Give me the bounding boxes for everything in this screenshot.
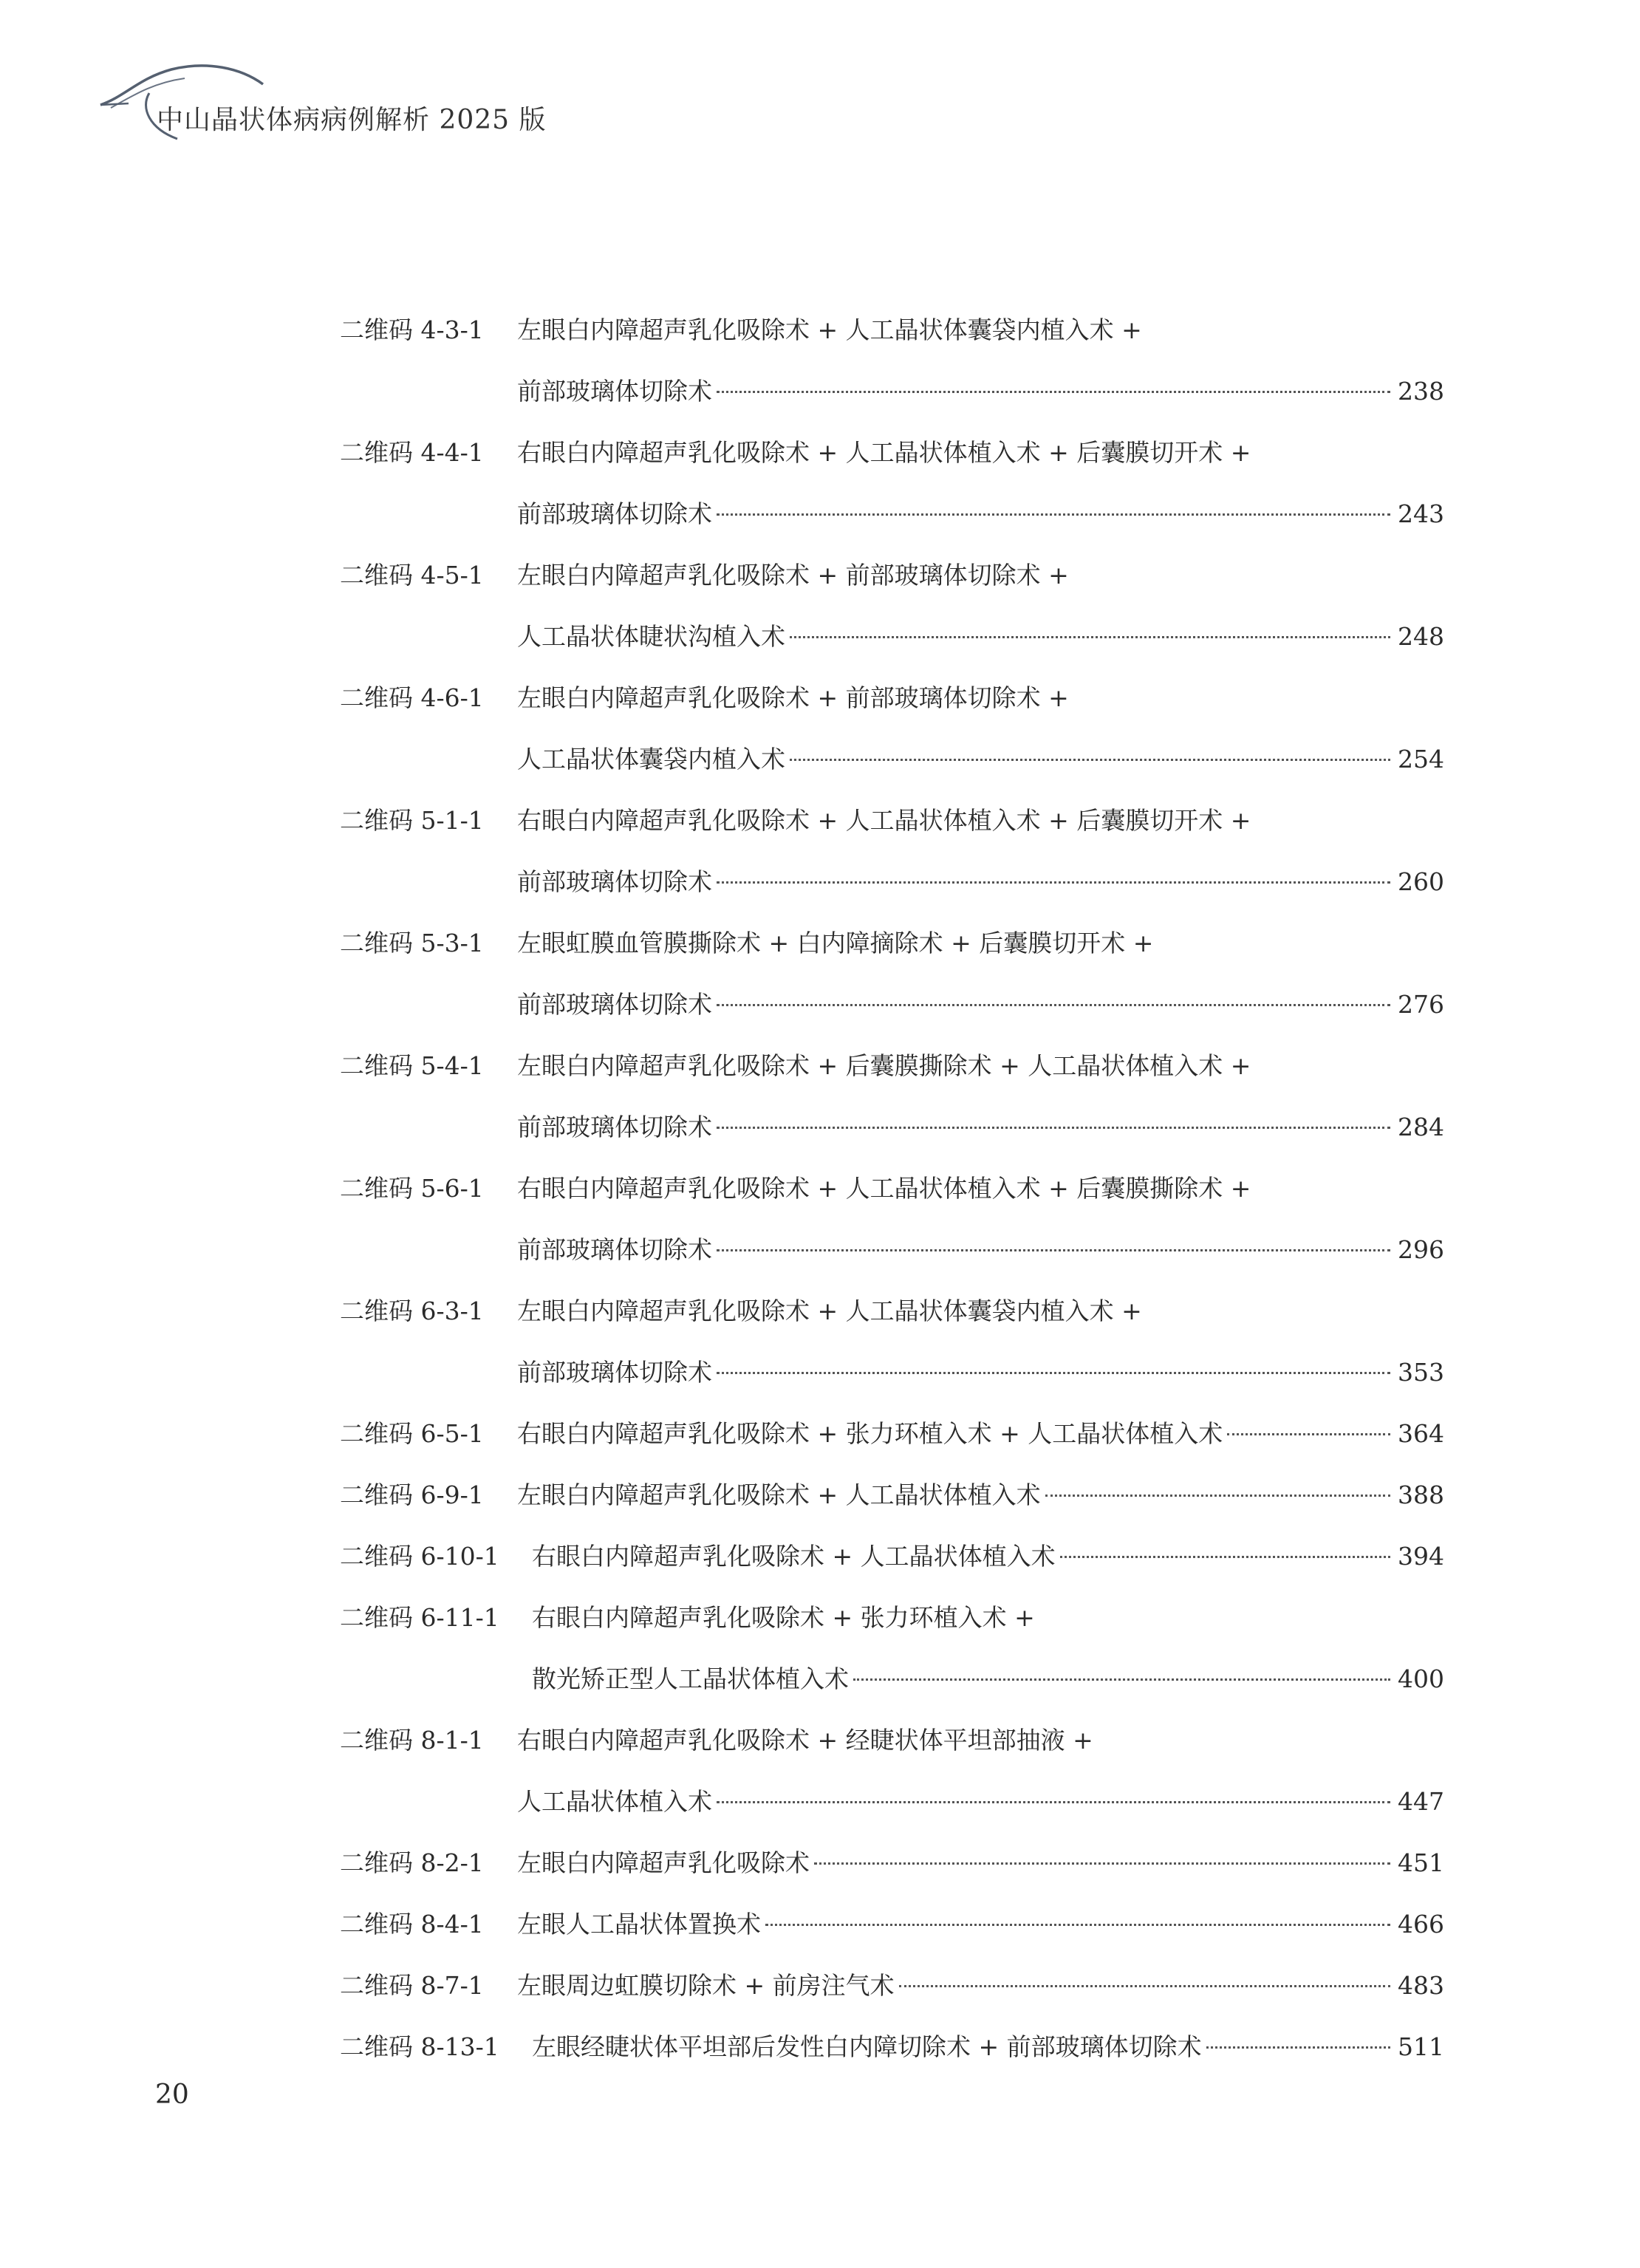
dot-leader: [790, 759, 1390, 761]
qr-code-label: 二维码 5-1-1: [340, 806, 484, 835]
qr-code-label: 二维码 5-3-1: [340, 929, 484, 957]
dot-leader: [717, 513, 1390, 516]
procedure-title: 散光矫正型人工晶状体植入术: [532, 1664, 849, 1693]
toc-page-number: 364: [1398, 1419, 1444, 1448]
toc-entry-line: [340, 1464, 1444, 1526]
procedure-title: 右眼白内障超声乳化吸除术 + 人工晶状体植入术: [532, 1542, 1056, 1571]
qr-code-label: 二维码 6-10-1: [340, 1542, 499, 1571]
toc-entry: [340, 2016, 1444, 2077]
procedure-title: 右眼白内障超声乳化吸除术 + 人工晶状体植入术 + 后囊膜切开术 +: [517, 438, 1251, 467]
toc-entry-continuation: [340, 1096, 1444, 1158]
toc-page-number: 394: [1398, 1542, 1444, 1571]
toc-page-number: 248: [1398, 622, 1444, 651]
dot-leader: [1227, 1433, 1390, 1435]
toc-entry-continuation: [340, 1648, 1444, 1709]
procedure-title: 左眼经睫状体平坦部后发性白内障切除术 + 前部玻璃体切除术: [532, 2032, 1202, 2061]
dot-leader: [717, 1372, 1390, 1374]
toc-entry-continuation: [340, 1771, 1444, 1832]
toc-entry: [340, 544, 1444, 667]
toc-page-number: 276: [1398, 990, 1444, 1019]
toc-page-number: 238: [1398, 377, 1444, 406]
procedure-title: 右眼白内障超声乳化吸除术 + 经睫状体平坦部抽液 +: [517, 1726, 1093, 1755]
procedure-title: 右眼白内障超声乳化吸除术 + 人工晶状体植入术 + 后囊膜切开术 +: [517, 806, 1251, 835]
toc-entry-line: [340, 1280, 1444, 1342]
toc-page-number: 400: [1398, 1664, 1444, 1693]
toc-page-number: 451: [1398, 1848, 1444, 1877]
toc-entry: [340, 422, 1444, 544]
qr-code-label: 二维码 6-3-1: [340, 1297, 484, 1325]
dot-leader: [853, 1678, 1390, 1681]
toc-entry-line: [340, 1709, 1444, 1771]
procedure-title: 前部玻璃体切除术: [517, 377, 712, 406]
toc-entry-line: [340, 1893, 1444, 1955]
toc-page-number: 388: [1398, 1480, 1444, 1509]
procedure-title: 人工晶状体囊袋内植入术: [517, 745, 785, 773]
procedure-title: 左眼白内障超声乳化吸除术 + 前部玻璃体切除术 +: [517, 561, 1069, 590]
toc-entry-line: [340, 1158, 1444, 1219]
toc-entry-line: [340, 2016, 1444, 2077]
toc-entry-continuation: [340, 483, 1444, 544]
toc-page-number: 284: [1398, 1113, 1444, 1141]
dot-leader: [717, 1801, 1390, 1803]
qr-code-label: 二维码 6-5-1: [340, 1419, 484, 1448]
toc-entry-line: [340, 790, 1444, 851]
dot-leader: [717, 1127, 1390, 1129]
toc-entry-continuation: [340, 606, 1444, 667]
dot-leader: [790, 636, 1390, 638]
dot-leader: [717, 1249, 1390, 1251]
qr-code-label: 二维码 5-6-1: [340, 1174, 484, 1203]
procedure-title: 左眼周边虹膜切除术 + 前房注气术: [517, 1971, 895, 2000]
toc-page-number: 296: [1398, 1235, 1444, 1264]
procedure-title: 前部玻璃体切除术: [517, 1358, 712, 1387]
qr-code-label: 二维码 4-4-1: [340, 438, 484, 467]
toc-entry-continuation: [340, 1342, 1444, 1403]
toc-entry: [340, 1955, 1444, 2016]
dot-leader: [814, 1862, 1390, 1865]
dot-leader: [899, 1985, 1390, 1987]
toc-list: [340, 299, 1444, 2077]
toc-page-number: 447: [1398, 1787, 1444, 1816]
dot-leader: [1045, 1495, 1390, 1497]
toc-page-number: 353: [1398, 1358, 1444, 1387]
procedure-title: 左眼白内障超声乳化吸除术: [517, 1848, 810, 1877]
toc-entry-line: [340, 544, 1444, 606]
toc-entry: [340, 1709, 1444, 1832]
toc-page-number: 511: [1398, 2032, 1444, 2061]
toc-entry: [340, 1893, 1444, 1955]
toc-entry-continuation: [340, 361, 1444, 422]
toc-entry-continuation: [340, 728, 1444, 790]
toc-entry: [340, 1526, 1444, 1587]
procedure-title: 右眼白内障超声乳化吸除术 + 张力环植入术 + 人工晶状体植入术: [517, 1419, 1223, 1448]
toc-entry: [340, 667, 1444, 790]
toc-entry-line: [340, 1587, 1444, 1648]
toc-entry: [340, 790, 1444, 912]
toc-entry-line: [340, 1526, 1444, 1587]
toc-page-number: 260: [1398, 867, 1444, 896]
procedure-title: 前部玻璃体切除术: [517, 1113, 712, 1141]
toc-entry-line: [340, 1832, 1444, 1893]
procedure-title: 左眼虹膜血管膜撕除术 + 白内障摘除术 + 后囊膜切开术 +: [517, 929, 1154, 957]
procedure-title: 右眼白内障超声乳化吸除术 + 人工晶状体植入术 + 后囊膜撕除术 +: [517, 1174, 1251, 1203]
page-number: 20: [155, 2080, 189, 2110]
dot-leader: [717, 1004, 1390, 1006]
procedure-title: 前部玻璃体切除术: [517, 990, 712, 1019]
qr-code-label: 二维码 8-7-1: [340, 1971, 484, 2000]
procedure-title: 左眼白内障超声乳化吸除术 + 后囊膜撕除术 + 人工晶状体植入术 +: [517, 1051, 1251, 1080]
qr-code-label: 二维码 8-4-1: [340, 1910, 484, 1939]
toc-entry-continuation: [340, 974, 1444, 1035]
dot-leader: [765, 1924, 1390, 1926]
toc-page-number: 243: [1398, 499, 1444, 528]
running-header: [96, 52, 613, 140]
toc-page-number: 466: [1398, 1910, 1444, 1939]
toc-entry: [340, 1832, 1444, 1893]
qr-code-label: 二维码 8-13-1: [340, 2032, 499, 2061]
procedure-title: 人工晶状体植入术: [517, 1787, 712, 1816]
toc-entry-line: [340, 1035, 1444, 1096]
toc-entry-continuation: [340, 1219, 1444, 1280]
toc-entry-line: [340, 912, 1444, 974]
procedure-title: 左眼人工晶状体置换术: [517, 1910, 761, 1939]
book-title: 中山晶状体病病例解析 2025 版: [157, 105, 547, 135]
toc-page-number: 483: [1398, 1971, 1444, 2000]
toc-entry: [340, 1158, 1444, 1280]
toc-entry: [340, 1403, 1444, 1464]
qr-code-label: 二维码 6-11-1: [340, 1603, 499, 1632]
toc-entry-line: [340, 1403, 1444, 1464]
dot-leader: [717, 391, 1390, 393]
toc-entry: [340, 1464, 1444, 1526]
toc-entry: [340, 299, 1444, 422]
qr-code-label: 二维码 6-9-1: [340, 1480, 484, 1509]
qr-code-label: 二维码 8-1-1: [340, 1726, 484, 1755]
toc-entry-continuation: [340, 851, 1444, 912]
qr-code-label: 二维码 8-2-1: [340, 1848, 484, 1877]
procedure-title: 左眼白内障超声乳化吸除术 + 人工晶状体囊袋内植入术 +: [517, 315, 1142, 344]
dot-leader: [1206, 2046, 1390, 2049]
procedure-title: 左眼白内障超声乳化吸除术 + 人工晶状体植入术: [517, 1480, 1041, 1509]
toc-entry: [340, 912, 1444, 1035]
qr-code-label: 二维码 5-4-1: [340, 1051, 484, 1080]
toc-page-number: 254: [1398, 745, 1444, 773]
toc-entry-line: [340, 667, 1444, 728]
procedure-title: 左眼白内障超声乳化吸除术 + 前部玻璃体切除术 +: [517, 683, 1069, 712]
dot-leader: [717, 881, 1390, 884]
toc-entry-line: [340, 1955, 1444, 2016]
toc-entry-line: [340, 422, 1444, 483]
qr-code-label: 二维码 4-3-1: [340, 315, 484, 344]
toc-entry: [340, 1035, 1444, 1158]
toc-entry: [340, 1280, 1444, 1403]
qr-code-label: 二维码 4-5-1: [340, 561, 484, 590]
procedure-title: 前部玻璃体切除术: [517, 499, 712, 528]
dot-leader: [1060, 1556, 1390, 1558]
procedure-title: 人工晶状体睫状沟植入术: [517, 622, 785, 651]
toc-entry-line: [340, 299, 1444, 361]
procedure-title: 前部玻璃体切除术: [517, 1235, 712, 1264]
qr-code-label: 二维码 4-6-1: [340, 683, 484, 712]
procedure-title: 左眼白内障超声乳化吸除术 + 人工晶状体囊袋内植入术 +: [517, 1297, 1142, 1325]
procedure-title: 右眼白内障超声乳化吸除术 + 张力环植入术 +: [532, 1603, 1035, 1632]
toc-entry: [340, 1587, 1444, 1709]
procedure-title: 前部玻璃体切除术: [517, 867, 712, 896]
